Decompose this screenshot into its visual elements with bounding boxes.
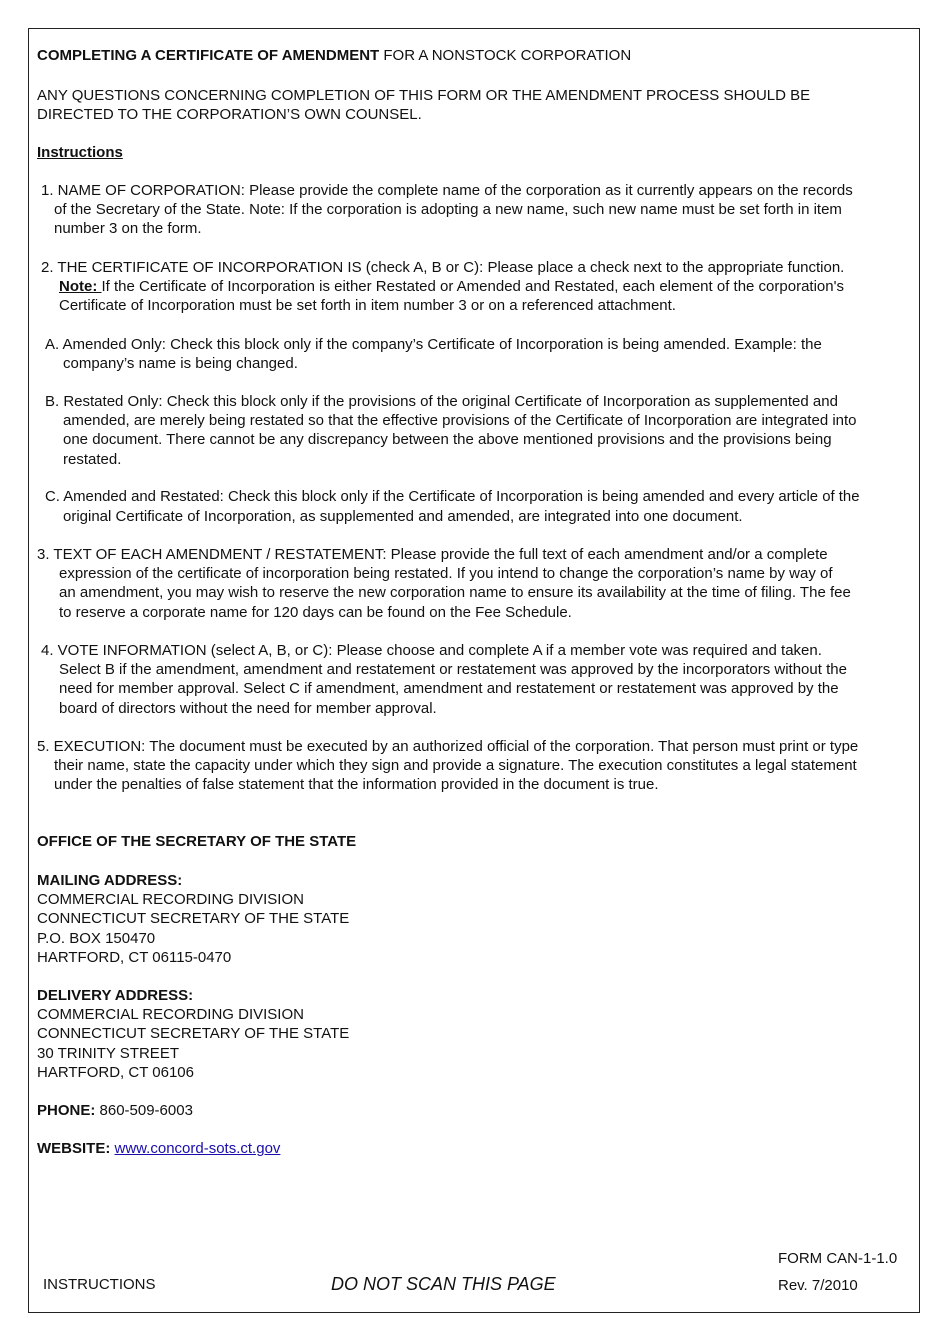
instruction-line: under the penalties of false statement that the information provided in the document is true. [54, 776, 659, 794]
instruction-line [41, 277, 844, 296]
form-number: FORM CAN-1-1.0 [778, 1250, 898, 1267]
website-label: WEBSITE: [37, 1140, 111, 1157]
instruction-line: 1. NAME OF CORPORATION: Please provide the complete name of the corporation as it currently appears on the records [41, 182, 853, 199]
address-line: P.O. BOX 150470 [37, 929, 156, 947]
instruction-line: board of directors without the need for member approval. [59, 699, 437, 717]
office-heading: OFFICE OF THE SECRETARY OF THE STATE [37, 833, 357, 850]
instruction-line: of the Secretary of the State. Note: If the corporation is adopting a new name, such new name must be set forth in item [54, 201, 842, 219]
instruction-line: number 3 on the form. [54, 220, 202, 238]
instruction-item-4 [41, 641, 847, 718]
instruction-line: B. Restated Only: Check this block only if the provisions of the original Certificate of Incorporation as supplemented and [45, 393, 838, 410]
address-line: HARTFORD, CT 06106 [37, 1063, 194, 1081]
phone [37, 1101, 193, 1120]
instruction-line: Select B if the amendment, amendment and restatement or restatement was approved by the incorporators without the [59, 661, 847, 679]
instructions-heading: Instructions [37, 144, 123, 161]
instruction-line: A. Amended Only: Check this block only if the company’s Certificate of Incorporation is being amended. Example: the [45, 336, 822, 353]
delivery-address [37, 986, 349, 1082]
footer-instructions: INSTRUCTIONS [43, 1276, 156, 1293]
instruction-line: expression of the certificate of incorporation being restated. If you intend to change the corporation’s name by way of [59, 565, 833, 583]
instruction-line: an amendment, you may wish to reserve the new corporation name to ensure its availability at the time of filing. The fee [59, 584, 851, 602]
address-line: COMMERCIAL RECORDING DIVISION [37, 891, 304, 909]
counsel-notice-line: ANY QUESTIONS CONCERNING COMPLETION OF THIS FORM OR THE AMENDMENT PROCESS SHOULD BE [37, 87, 811, 104]
instruction-line: 3. TEXT OF EACH AMENDMENT / RESTATEMENT: Please provide the full text of each amendment and/or a complete [37, 546, 828, 563]
mailing-address-label: MAILING ADDRESS: [37, 872, 183, 889]
page-title-rest: FOR A NONSTOCK CORPORATION [379, 47, 632, 64]
instruction-item-c [45, 488, 859, 526]
address-line: HARTFORD, CT 06115-0470 [37, 948, 232, 966]
instruction-item-5 [37, 737, 858, 795]
page-title-bold: COMPLETING A CERTIFICATE OF AMENDMENT [37, 47, 380, 64]
instruction-line: need for member approval. Select C if amendment, amendment and restatement or restatement was approved by the [59, 680, 839, 698]
delivery-address-label: DELIVERY ADDRESS: [37, 987, 194, 1004]
phone-label: PHONE: [37, 1102, 96, 1119]
instruction-item-b [45, 392, 857, 469]
address-line: CONNECTICUT SECRETARY OF THE STATE [37, 910, 350, 928]
instruction-line: original Certificate of Incorporation, as supplemented and amended, are integrated into one document. [63, 508, 743, 526]
address-line: COMMERCIAL RECORDING DIVISION [37, 1006, 304, 1024]
instruction-line: company’s name is being changed. [63, 355, 298, 373]
instruction-line: 2. THE CERTIFICATE OF INCORPORATION IS (check A, B or C): Please place a check next to the appropriate function. [41, 259, 845, 276]
website-link[interactable]: www.concord-sots.ct.gov [114, 1140, 281, 1157]
instruction-item-a [45, 335, 822, 373]
website [37, 1139, 280, 1158]
revision-date: Rev. 7/2010 [778, 1277, 858, 1294]
address-line: 30 TRINITY STREET [37, 1044, 179, 1062]
instruction-line: C. Amended and Restated: Check this block only if the Certificate of Incorporation is being amended and every article of the [45, 489, 860, 505]
address-line: CONNECTICUT SECRETARY OF THE STATE [37, 1025, 350, 1043]
instruction-item-3 [37, 545, 851, 622]
instruction-line: Certificate of Incorporation must be set forth in item number 3 or on a referenced attachment. [59, 297, 676, 315]
page-title [37, 46, 631, 65]
instruction-line: 5. EXECUTION: The document must be executed by an authorized official of the corporation. That person must print or type [37, 738, 859, 755]
note-label: Note: [59, 278, 102, 296]
instruction-item-2 [41, 258, 844, 316]
instruction-line: their name, state the capacity under which they sign and provide a signature. The execution constitutes a legal statement [54, 757, 857, 775]
instruction-line: amended, are merely being restated so that the effective provisions of the Certificate of Incorporation are integrated into [63, 412, 857, 430]
mailing-address [37, 871, 349, 967]
instruction-line: 4. VOTE INFORMATION (select A, B, or C): Please choose and complete A if a member vote was required and taken. [41, 642, 822, 659]
counsel-notice [37, 86, 810, 124]
do-not-scan-notice: DO NOT SCAN THIS PAGE [331, 1274, 556, 1294]
instruction-item-1 [41, 181, 853, 239]
note-text: If the Certificate of Incorporation is either Restated or Amended and Restated, each element of the corporation's [101, 278, 844, 296]
instruction-line: to reserve a corporate name for 120 days can be found on the Fee Schedule. [59, 603, 572, 621]
counsel-notice-line: DIRECTED TO THE CORPORATION’S OWN COUNSEL. [37, 106, 422, 124]
instruction-line: one document. There cannot be any discrepancy between the above mentioned provisions and the provisions being [63, 431, 832, 449]
instruction-line: restated. [63, 450, 122, 468]
phone-number: 860-509-6003 [95, 1102, 193, 1119]
